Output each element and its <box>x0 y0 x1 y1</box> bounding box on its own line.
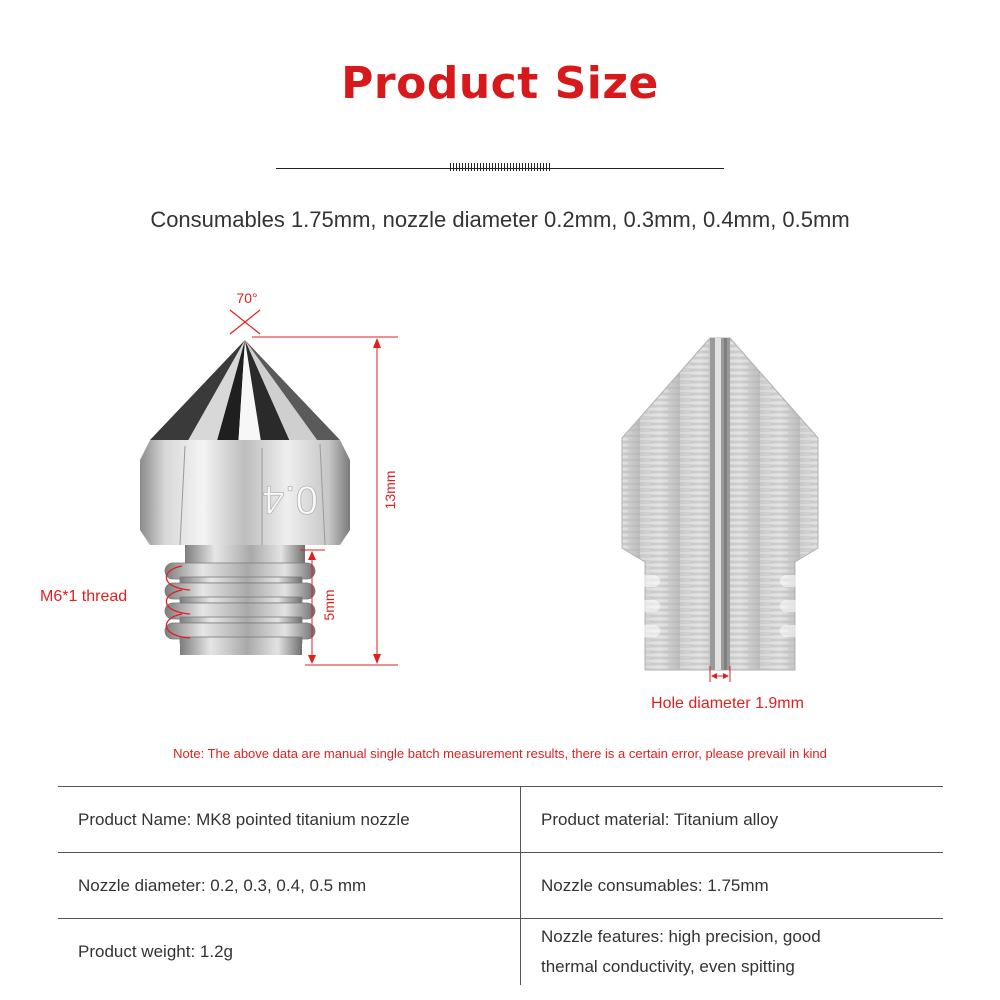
table-row <box>58 787 943 853</box>
angle-label: 70° <box>236 290 258 306</box>
angle-marker <box>230 310 260 334</box>
measurement-note: Note: The above data are manual single batch measurement results, there is a certain error, please prevail in kind <box>173 746 827 761</box>
spec-nozzle-features-line1: Nozzle features: high precision, good <box>541 926 821 946</box>
hole-diameter-label: Hole diameter 1.9mm <box>651 695 804 712</box>
page-title: Product Size <box>341 58 659 109</box>
subtitle: Consumables 1.75mm, nozzle diameter 0.2mm, 0.3mm, 0.4mm, 0.5mm <box>150 207 850 232</box>
spec-product-material: Product material: Titanium alloy <box>521 787 944 853</box>
spec-nozzle-consumables: Nozzle consumables: 1.75mm <box>521 853 944 919</box>
spec-nozzle-features <box>521 919 944 985</box>
table-row <box>58 919 943 985</box>
thread-length-label: 5mm <box>321 589 337 621</box>
table-row <box>58 853 943 919</box>
spec-product-weight: Product weight: 1.2g <box>58 919 521 985</box>
nozzle-engraving: 0.4 <box>262 477 318 522</box>
spec-table <box>58 786 943 985</box>
height-label: 13mm <box>382 470 398 510</box>
spec-product-name: Product Name: MK8 pointed titanium nozzle <box>58 787 521 853</box>
cross-section <box>622 338 818 670</box>
nozzle-diagram <box>0 270 1000 740</box>
spec-nozzle-diameter: Nozzle diameter: 0.2, 0.3, 0.4, 0.5 mm <box>58 853 521 919</box>
thread-label: M6*1 thread <box>40 588 128 605</box>
title-divider-hatch <box>450 163 550 171</box>
spec-nozzle-features-line2: thermal conductivity, even spitting <box>541 956 795 976</box>
